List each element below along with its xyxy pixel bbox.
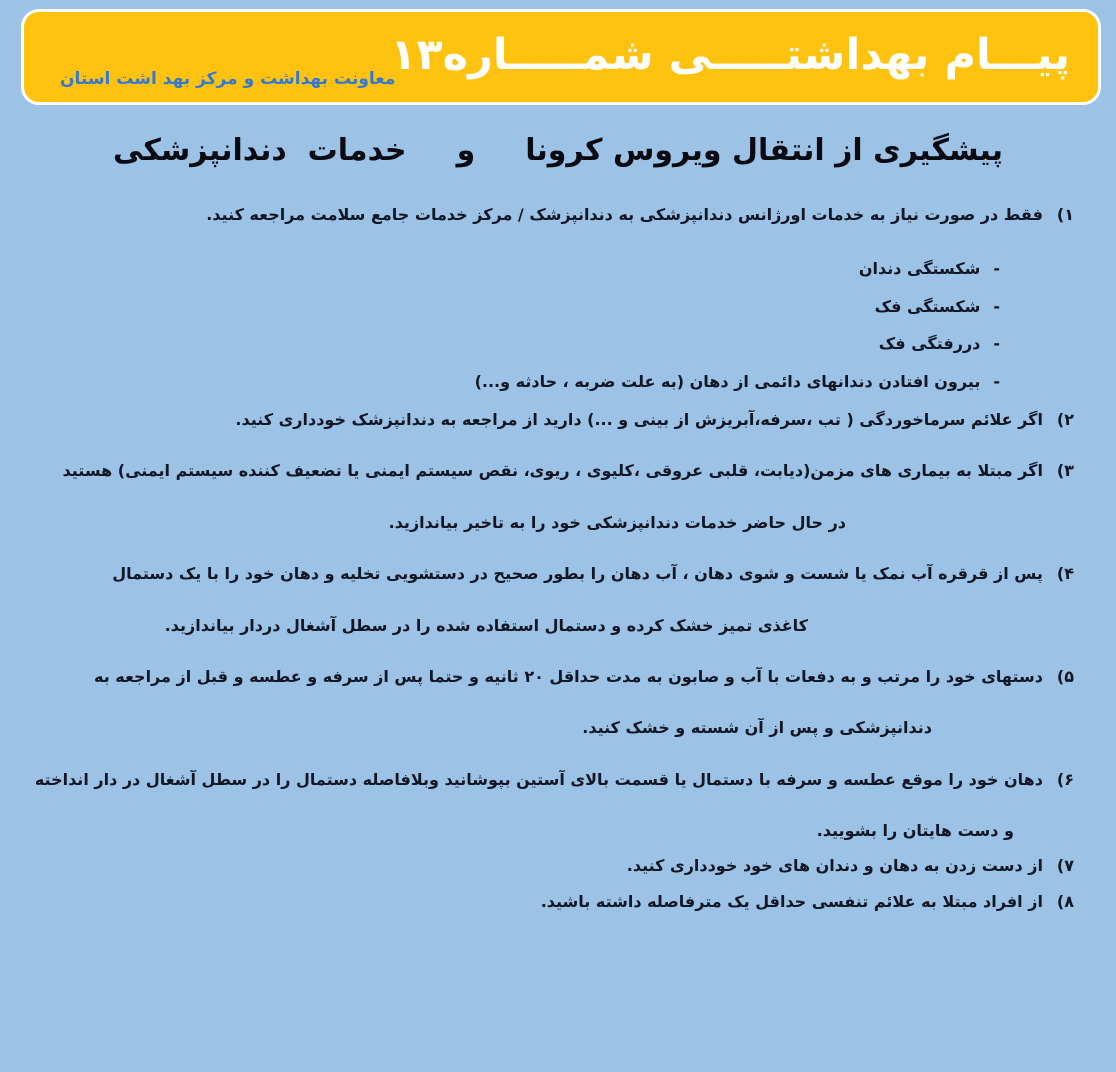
item-number: ۵) xyxy=(1056,666,1074,686)
sub-bullet-4 xyxy=(38,371,1074,393)
item-text: اگر علائم سرماخوردگی ( تب ،سرفه،آبریزش از بینی و ...) دارید از مراجعه به دندانپزشک خودداری کنید. xyxy=(235,409,1043,429)
dash-bullet-icon: - xyxy=(993,259,1000,279)
items-list xyxy=(0,192,1116,913)
header-banner xyxy=(21,9,1101,105)
list-item-1 xyxy=(38,204,1074,226)
list-item-3 xyxy=(38,460,1074,482)
item-text: دستهای خود را مرتب و به دفعات با آب و صابون به مدت حداقل ۲۰ ثانیه و حتما پس از سرفه و عطسه و قبل از مراجعه به xyxy=(94,666,1043,686)
bullet-text: بیرون افتادن دندانهای دائمی از دهان (به علت ضربه ، حادثه و...) xyxy=(474,371,981,391)
item-text: از دست زدن به دهان و دندان های خود خودداری کنید. xyxy=(626,856,1043,876)
item-text: پس از قرقره آب نمک یا شست و شوی دهان ، آب دهان را بطور صحیح در دستشویی تخلیه و دهان خود را با یک دستمال xyxy=(112,564,1043,584)
list-item-5 xyxy=(38,666,1074,688)
page-title xyxy=(0,122,1116,179)
item-5-continuation: دندانپزشکی و پس از آن شسته و خشک کنید. xyxy=(582,718,932,738)
item-text: اگر مبتلا به بیماری های مزمن(دیابت، قلبی عروقی ،کلیوی ، ریوی، نقص سیستم ایمنی یا تضعیف کننده سیستم ایمنی) هستید xyxy=(62,461,1043,481)
item-number: ۲) xyxy=(1056,409,1074,429)
item-4-continuation: کاغذی تمیز خشک کرده و دستمال استفاده شده را در سطل آشغال دردار بیاندازید. xyxy=(164,615,808,635)
dash-bullet-icon: - xyxy=(993,296,1000,316)
item-number: ۸) xyxy=(1056,891,1074,911)
item-3-continuation: در حال حاضر خدمات دندانپزشکی خود را به تاخیر بیاندازید. xyxy=(388,512,846,532)
item-text: دهان خود را موقع عطسه و سرفه با دستمال یا قسمت بالای آستین بپوشانید وبلافاصله دستمال را در سطل آشغال در دار انداخته xyxy=(34,769,1043,789)
bullet-text: دررفتگی فک xyxy=(878,334,981,354)
banner-title: پیـــام بهداشتـــــی شمـــــاره۱۳ xyxy=(390,30,1070,80)
sub-bullet-2 xyxy=(38,296,1074,318)
dash-bullet-icon: - xyxy=(993,371,1000,391)
page-title-conjunction: و xyxy=(456,133,476,168)
list-item-8 xyxy=(38,891,1074,913)
sub-bullet-1 xyxy=(38,258,1074,280)
list-item-7 xyxy=(38,855,1074,877)
item-number: ۶) xyxy=(1056,769,1074,789)
item-text: فقط در صورت نیاز به خدمات اورژانس دندانپزشکی به دندانپزشک / مرکز خدمات جامع سلامت مراجعه کنید. xyxy=(206,205,1043,224)
list-item-2 xyxy=(38,409,1074,431)
list-item-4 xyxy=(38,563,1074,585)
bullet-text: شکستگی فک xyxy=(874,296,981,316)
item-number: ۳) xyxy=(1056,461,1074,481)
item-number: ۴) xyxy=(1056,564,1074,584)
list-item-6 xyxy=(34,769,1074,791)
sub-bullet-3 xyxy=(38,333,1074,355)
item-number: ۷) xyxy=(1056,856,1074,876)
item-number: ۱) xyxy=(1056,205,1074,224)
item-text: از افراد مبتلا به علائم تنفسی حداقل یک مترفاصله داشته باشید. xyxy=(540,891,1043,911)
banner-org-label: معاونت بهداشت و مرکز بهد اشت استان xyxy=(60,69,396,89)
page-title-part1: پیشگیری از انتقال ویروس کرونا xyxy=(525,133,1004,168)
bullet-text: شکستگی دندان xyxy=(858,259,981,279)
dash-bullet-icon: - xyxy=(993,334,1000,354)
item-6-continuation: و دست هایتان را بشویید. xyxy=(816,821,1014,841)
page-title-part2: خدمات دندانپزشکی xyxy=(112,133,407,168)
